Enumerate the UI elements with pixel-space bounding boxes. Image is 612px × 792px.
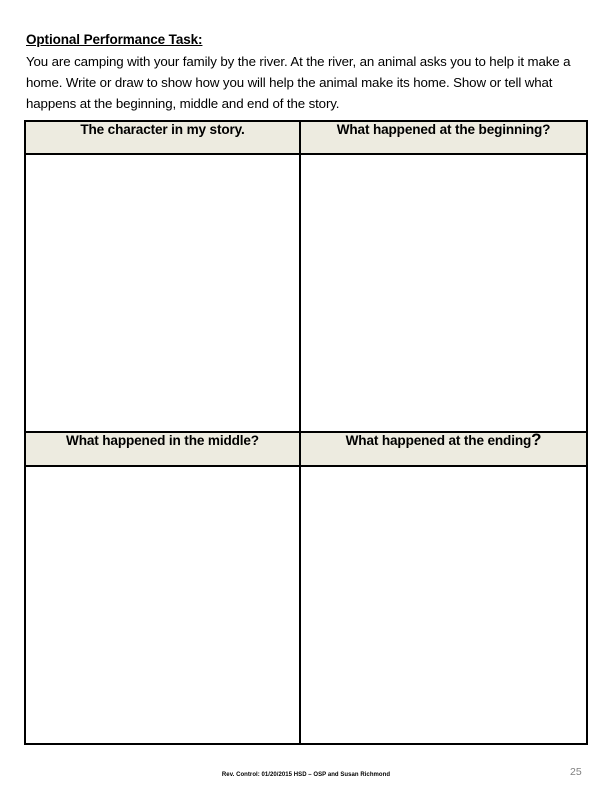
table-row-answers-top <box>25 154 587 432</box>
question-mark-glyph: ? <box>531 430 542 450</box>
answer-area-middle[interactable] <box>25 466 300 744</box>
answer-area-character[interactable] <box>25 154 300 432</box>
header-cell-middle <box>25 432 300 465</box>
table-row-headers-top <box>25 121 587 154</box>
page-number: 25 <box>570 766 582 778</box>
header-label-ending: What happened at the ending? <box>345 430 542 450</box>
header-cell-ending <box>300 432 587 465</box>
footer-revision-note: Rev. Control: 01/20/2015 HSD – OSP and Susan Richmond <box>221 772 391 778</box>
story-map-table <box>24 120 588 745</box>
header-label-middle: What happened in the middle? <box>66 433 259 449</box>
header-cell-character <box>25 121 300 154</box>
task-instructions: You are camping with your family by the river. At the river, an animal asks you to help it make a home. Write or draw to show how you will help the animal make its home. Show or tell what happens at the beginning, middle and end of the story. <box>26 54 571 112</box>
header-label-beginning: What happened at the beginning? <box>336 122 551 137</box>
header-label-character: The character in my story. <box>80 122 245 137</box>
table-row-answers-bottom <box>25 466 587 744</box>
intro-block <box>26 30 582 115</box>
page-title: Optional Performance Task: <box>26 32 203 47</box>
table-row-headers-bottom <box>25 432 587 465</box>
header-cell-beginning <box>300 121 587 154</box>
answer-area-ending[interactable] <box>300 466 587 744</box>
answer-area-beginning[interactable] <box>300 154 587 432</box>
